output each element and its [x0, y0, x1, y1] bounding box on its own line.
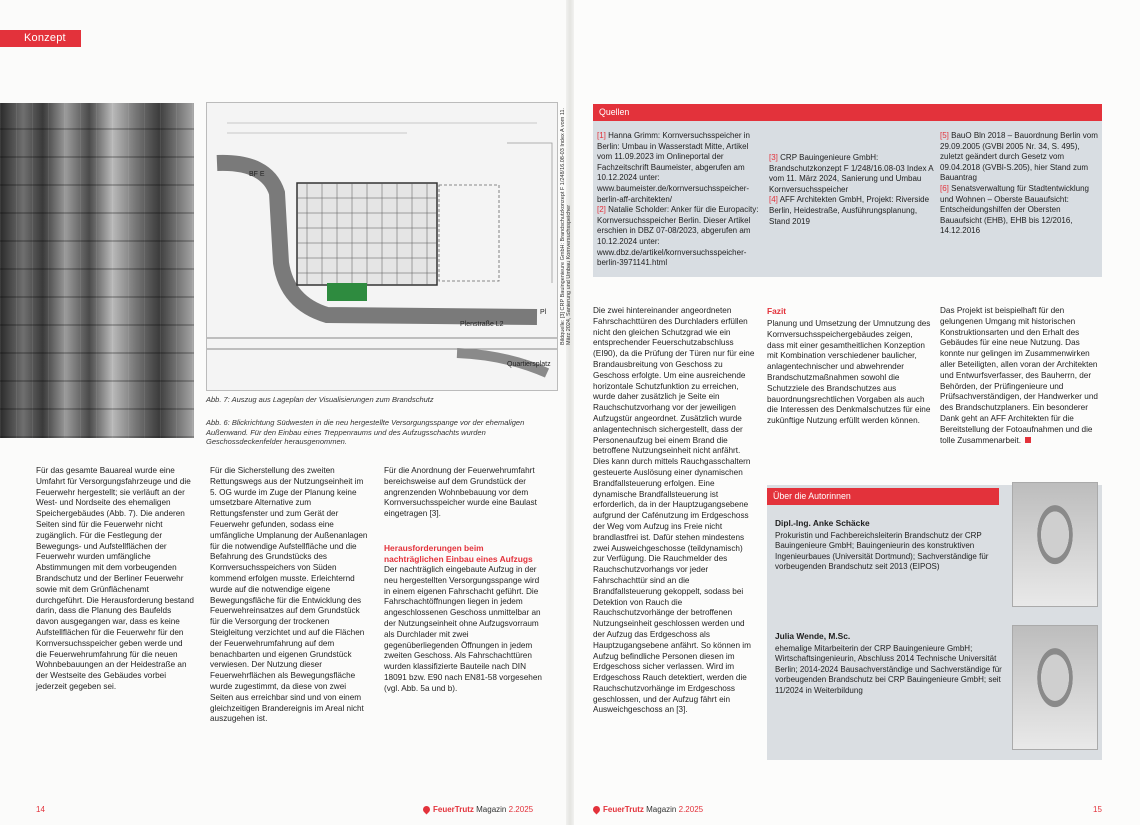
footer-left — [423, 805, 533, 814]
ref-number: [2] — [597, 205, 606, 215]
site-plan-drawing — [207, 103, 558, 391]
author1-portrait — [1012, 482, 1098, 607]
ref-text: Senatsverwaltung für Stadtentwicklung und Wohnen – Oberste Bauaufsicht: Entscheidungshilfen der Obersten Bauaufsicht (EHB), EHB bis 12/2016, 14.12.2016 — [940, 183, 1089, 236]
ref-text: AFF Architekten GmbH, Projekt: Riverside Berlin, Heidestraße, Ausführungsplanung, Stand 2019 — [769, 195, 930, 226]
ref-text: CRP Bauingenieure GmbH: Brandschutzkonzept F 1/248/16.08-03 Index A vom 11. März 2024, Sanierung und Umbau Kornversuchsspeicher — [769, 153, 934, 194]
plan-label-strasse: Plenstraße L2 — [460, 321, 504, 328]
ref-number: [6] — [940, 183, 949, 193]
author2-name: Julia Wende, M.Sc. — [775, 631, 851, 641]
reference-item — [940, 131, 1100, 184]
author2-bio: ehemalige Mitarbeiterin der CRP Bauingenieure GmbH; Wirtschaftsingenieurin, Abschluss 2014 Technische Universität Berlin; 2014-2024 Bausachverständige und Sachverständige für vorbeugenden Brandschutz bei CRP Bauingenieure GmbH; seit 11/2024 in Weiterbildung — [775, 644, 1002, 695]
ref-number: [3] — [769, 153, 778, 162]
authors-title: Über die Autorinnen — [767, 488, 999, 505]
references-title: Quellen — [593, 104, 1102, 121]
left-column-2-text: Für die Sicherstellung des zweiten Rettungswegs aus der Nutzungseinheit im 5. OG wurde im Zuge der Planung keine umsetzbare Alternative zum Rettungsfenster und zum Gerät der Feuerwehr gefunden, sodass eine umfängliche Umplanung der Außenanlagen für die notwendige Aufstellfläche und die Befahrung des Grundstücks des Kornversuchsspeichers von Süden kommend erfolgen musste. Erleichternd wurde auf die notwendige eigene Bewegungsfläche für die Entwicklung des Feuerwehreinsatzes auf dem Grundstück für die Versorgung der trockenen Steigleitung verzichtet und auf die Flächen der Feuerwehrumfahrung auf dem benachbarten und eigenen Grundstück verwiesen. Der Nutzung dieser Feuerwehrflächen als Bewegungsfläche wurde zugestimmt, da diese von zwei Seiten aus erreichbar sind und von einem gleichzeitigen Brandereignis im Areal nicht auszugehen ist. — [210, 466, 368, 724]
closing-text: Das Projekt ist beispielhaft für den gelungenen Umgang mit historischen Konstruktionsarten und den Erhalt des Gebäudes für eine neue Nutzung. Das konnte nur gelingen im Zusammenwirken aller Beteiligten, allen voran der Architekten und Entwurfsverfasser, des Bauherrn, der Behörden, der Prüfingenieure und Prüfsachverständigen, der Handwerker und des Brandschutzplaners. Ein besonderer Dank geht an AFF Architekten für die Bereitstellung der Fotoaufnahmen und die tolle Zusammenarbeit. — [940, 306, 1098, 445]
plan-label-bf: BF E — [249, 171, 265, 178]
page-number-left: 14 — [36, 805, 45, 814]
references-column-3 — [940, 131, 1100, 237]
section-tag: Konzept — [0, 30, 81, 47]
reference-item — [597, 131, 762, 205]
left-column-1-text: Für das gesamte Bauareal wurde eine Umfahrt für Versorgungsfahrzeuge und die Feuerwehr hergestellt; sie verläuft an der West- und Nordseite des ehemaligen Speichergebäudes (Abb. 7). Die anderen Seiten sind für die Feuerwehr nicht zugänglich. Für die Festlegung der Bewegungs- und Aufstellflächen der Feuerwehr wurden umfängliche Abstimmungen mit dem vorbeugenden Brandschutz und der Berliner Feuerwehr sowie mit dem Grünflächenamt durchgeführt. Die Herausforderung bestand darin, dass die Planung des Baufelds davon ausgegangen war, dass es keine Aufstellflächen für die Feuerwehr für den Kornversuchsspeicher geben werde und die Feuerwehrumfahrung für die neuen Wohnbebauungen an der Heidestraße an der Westseite des Gebäudes vorbei jederzeit gegeben sei. — [36, 466, 194, 691]
elevator-shaft-photo — [0, 103, 194, 438]
caption-abb7: Abb. 7: Auszug aus Lageplan der Visualisierungen zum Brandschutz — [206, 395, 434, 404]
references-column-2 — [769, 153, 935, 227]
reference-item — [769, 195, 935, 227]
end-mark-icon — [1025, 437, 1031, 443]
left-column-3-body: Der nachträglich eingebaute Aufzug in der neu hergestellten Versorgungsspange wird in einem eigenen Fahrschacht geführt. Die Fahrschachtöffnungen liegen in jedem angeschlossenen Geschoss unmittelbar an der Nutzungseinheit ohne Aufzugsvorraum als Durchlader mit zwei gegenüberliegenden Öffnungen in jedem zweiten Geschoss. Als Fahrschachttüren wurden klassifizierte Bauteile nach DIN 18091 bzw. E90 nach EN81-58 vorgesehen (vgl. Abb. 5a und b). — [384, 565, 542, 693]
elevator-subheading: Herausforderungen beim nachträglichen Einbau eines Aufzugs — [384, 543, 533, 564]
right-column-3-text — [940, 306, 1102, 446]
footer-right — [593, 805, 703, 814]
ref-number: [5] — [940, 131, 949, 140]
author1-name: Dipl.-Ing. Anke Schäcke — [775, 518, 870, 528]
author1-bio: Prokuristin und Fachbereichsleiterin Brandschutz der CRP Bauingenieure GmbH; Bauingenieurin des konstruktiven Ingenieurbaues (Universität Dortmund); Sachverständige für vorbeugenden Brandschutz seit 2013 (EIPOS) — [775, 531, 989, 572]
ref-number: [1] — [597, 131, 606, 140]
plan-label-pl: Pl — [540, 309, 547, 316]
author2-portrait — [1012, 625, 1098, 750]
ref-text: Hanna Grimm: Kornversuchsspeicher in Berlin: Umbau in Wasserstadt Mitte, Artikel vom 11.09.2023 im Onlineportal der Fachzeitschrift Baumeister, abgerufen am 10.12.2024 unter: www.baumeister.de/kornversuchsspeicher-berlin-aff-architekten/ — [597, 131, 750, 204]
site-plan-image — [206, 102, 558, 391]
flame-icon — [592, 805, 602, 815]
left-column-3-intro: Für die Anordnung der Feuerwehrumfahrt bereichsweise auf dem Grundstück der angrenzenden Wohnbebauung vor dem Kornversuchsspeicher wurde eine Baulast eingetragen [3]. — [384, 466, 537, 519]
reference-item — [597, 205, 762, 269]
ref-text: BauO Bln 2018 – Bauordnung Berlin vom 29.09.2005 (GVBl 2005 Nr. 34, S. 495), zuletzt geändert durch Gesetz vom 09.04.2018 (GVBl-S.205), hier Stand zum Bauantrag — [940, 131, 1098, 183]
caption-abb6: Abb. 6: Blickrichtung Südwesten in die neu hergestellte Versorgungsspange vor der ehemaligen Außenwand. Für den Einbau eines Treppenraums und des Aufzugsschachts wurden Geschossdeckenfelder herausgenommen. — [206, 418, 525, 446]
reference-item — [940, 184, 1100, 237]
references-column-1 — [597, 131, 762, 269]
right-column-1-text: Die zwei hintereinander angeordneten Fahrschachttüren des Durchladers erfüllen nicht den gleichen Schutzgrad wie ein entsprechender Feuerschutzabschluss (EI90), da die Prüfung der Türen nur für eine Brandausbreitung von Geschoss zu Geschoss erfolgte. Um eine ausreichende horizontale Schutzfunktion zu erreichen, wurde daher zusätzlich je Seite ein Rauchschutzvorhang vor der jeweiligen Aufzugstür angeordnet. Zusätzlich wurde anlagentechnisch sichergestellt, dass der Personenaufzug bei einem Brand die betroffene Nutzungseinheit nicht anfährt. Dies kann durch mittels Rauchgasschaltern gesteuerte Auslösung einer dynamischen Brandfallsteuerung erfolgen. Eine dynamische Brandfallsteuerung ist erforderlich, da in der Hauptzugangsebene aufgrund der Cafénutzung im Erdgeschoss der Weg vom Aufzug ins Freie nicht brandlastfrei ist. Dafür stehen mindestens zwei Ausweichgeschosse (teildynamisch) zur Verfügung. Die Rauchmelder des Rauchschutzvorhangs vor jeder Fahrschachttür sind an die Brandfallsteuerung gekoppelt, sodass bei Detektion von Rauch die Rauchschutzvorhänge der betroffenen Nutzungseinheit geschlossen werden und der Aufzug das Erdgeschoss als Hauptzugangsebene anfährt. So können im Aufzug befindliche Personen diesen im Erdgeschoss sicher verlassen. Wird im Erdgeschoss Rauch detektiert, werden die Rauchschutzvorhänge im Erdgeschoss geschlossen, und der Aufzug fährt ein Ausweichgeschoss an [3]. — [593, 306, 755, 715]
ref-number: [4] — [769, 195, 778, 205]
page-number-right: 15 — [1093, 805, 1102, 814]
fazit-heading: Fazit — [767, 306, 787, 316]
footer-text-right: Magazin — [646, 805, 677, 814]
plan-label-platz: Quartiersplatz — [507, 361, 551, 368]
ref-text: Natalie Scholder: Anker für die Europacity: Kornversuchsspeicher Berlin. Dieser Artikel erschien in DBZ 07-08/2023, abgerufen am 10.12.2024 unter: www.dbz.de/artikel/kornversuchsspeicher-berlin-3971141.html — [597, 205, 759, 268]
footer-issue-right: 2.2025 — [678, 805, 704, 814]
reference-item — [769, 153, 935, 195]
footer-brand-left: FeuerTrutz — [433, 805, 474, 814]
flame-icon — [422, 805, 432, 815]
fazit-text: Planung und Umsetzung der Umnutzung des Kornversuchsspeichergebäudes zeigen, dass mit einer gesamtheitlichen Konzeption mit Kombination verschiedener baulicher, anlagentechnischer und abwehrender Brandschutzmaßnahmen sowohl die Schutzziele des Brandschutzes aus bauordnungsrechtlichen Vorgaben als auch die Interessen des Denkmalschutzes für eine zukünftige Nutzung erfüllt werden können. — [767, 319, 931, 426]
image-credit: Bildquelle: [3] CRP Bauingenieure GmbH: Brandschutzkonzept F 1/248/16.08-03 Index A vom 11. März 2024, Sanierung und Umbau Kornversuchsspeicher — [560, 107, 572, 345]
footer-text-left: Magazin — [476, 805, 507, 814]
footer-brand-right: FeuerTrutz — [603, 805, 644, 814]
footer-issue-left: 2.2025 — [508, 805, 534, 814]
